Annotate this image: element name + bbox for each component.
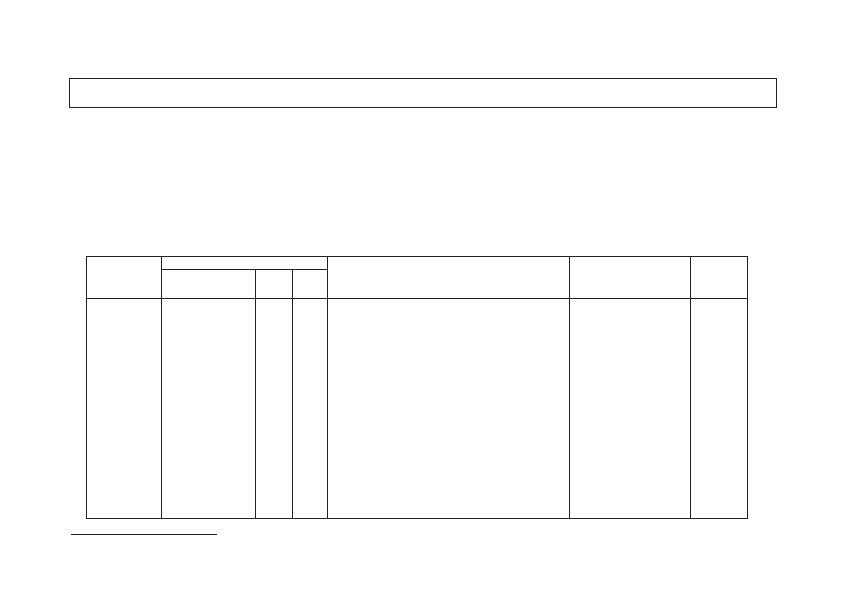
complete-cell (691, 299, 748, 519)
diagnosis-header-cell (87, 257, 162, 299)
care-plan-table (86, 256, 748, 519)
activity-direction-cell (570, 299, 691, 519)
exercise-title-box (69, 78, 777, 108)
name-header (162, 270, 256, 299)
activity-header (570, 257, 691, 299)
nic-activities-cell (328, 299, 570, 519)
target-scores-cell (293, 299, 328, 519)
nic-header (328, 257, 570, 299)
diagnosis-cell (87, 299, 162, 519)
actual-header (256, 270, 293, 299)
target-header (293, 270, 328, 299)
results-header (162, 257, 328, 270)
footnote-separator (71, 534, 217, 535)
actual-scores-cell (256, 299, 293, 519)
complete-header (691, 257, 748, 299)
indicators-cell (162, 299, 256, 519)
